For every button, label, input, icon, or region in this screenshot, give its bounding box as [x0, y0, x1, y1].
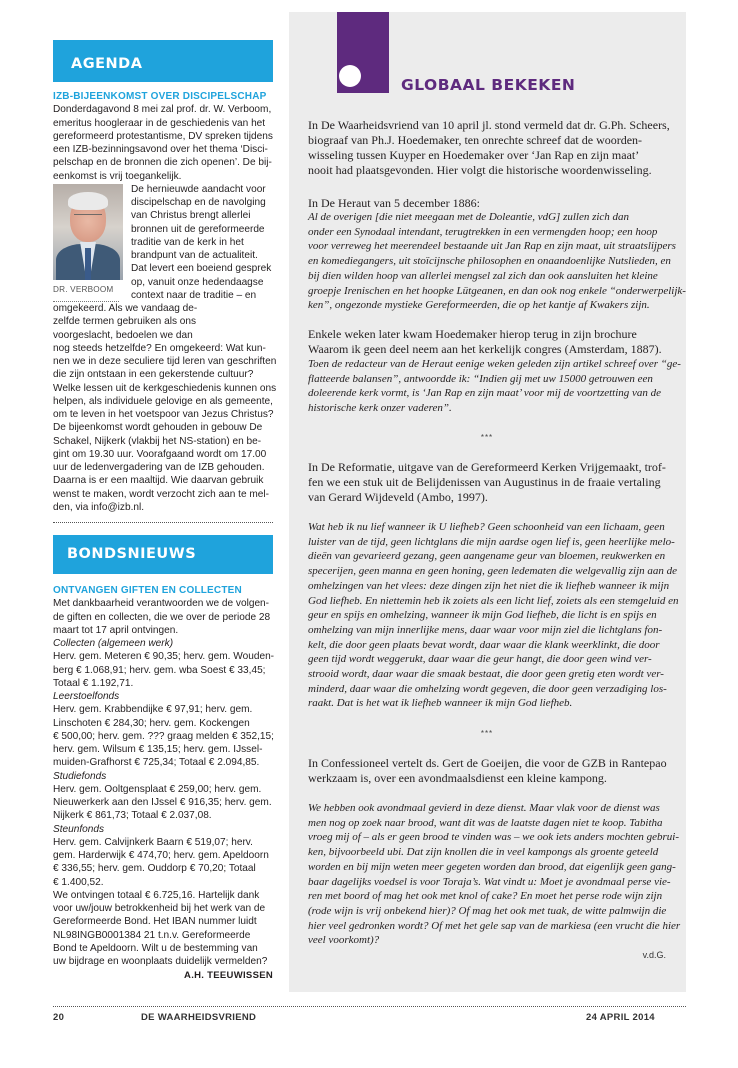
fund-label: Leerstoelfonds	[53, 691, 120, 702]
globaal-quote-2	[308, 357, 681, 416]
text-line: (rode wijn is vrij onbekend hier)? Of mag het ook met tuak, de witte palmwijn die	[308, 904, 667, 917]
text-line: Nijkerk € 861,73; Totaal € 2.037,08.	[53, 810, 212, 822]
text-line: ken”, ongezonde mystieke Gereformeerden, die op het kantje af Kwakers zijn.	[308, 299, 650, 312]
text-line: discipelschap en de navolging	[131, 197, 266, 208]
text-line: strooid wordt, daar waar die smaak bestaat, die door geen gretig eten wordt ver-	[308, 668, 664, 681]
bondsnieuws-text	[53, 597, 273, 968]
text-line: Bond te Apeldoorn. Wilt u de bestemming van	[53, 942, 258, 954]
footer-divider	[53, 1006, 686, 1007]
text-line: den, via info@izb.nl.	[53, 501, 145, 513]
text-line: geur en spijs en omhelzing, wanneer ik mijn God liefheb, die licht is en spijs en	[308, 609, 657, 622]
verboom-photo	[53, 184, 123, 280]
text-line: en komediegangers, uit stoïcijnsche philosophen en onaandoenlijke Nutslieden, en	[308, 255, 671, 268]
bondsnieuws-banner	[53, 535, 273, 574]
text-line: eenkomst is vrij toegankelijk.	[53, 170, 182, 182]
text-line: Herv. gem. Ooltgensplaat € 259,00; herv. gem.	[53, 783, 262, 795]
text-line: Gereformeerde Bond. Het IBAN nummer luidt	[53, 916, 257, 928]
text-line: gint om 19.30 uur. Voorafgaand wordt om 17.00	[53, 448, 267, 460]
text-line: baar dagelijks voedsel is voor Toraja’s. Wat vindt u: Moet je avondmaal perse vie-	[308, 875, 671, 888]
text-line: luister van de tijd, geen lichtglans die mijn aardse ogen lief is, geen heerlijke melo-	[308, 535, 675, 548]
globaal-quote-4	[308, 801, 681, 948]
text-line: omhelzingen van het vlees: deze dingen zijn het niet die ik liefheb wanneer ik mijn	[308, 579, 670, 592]
text-line: brandpunt van de actualiteit.	[131, 250, 258, 261]
text-line: nog steeds hetzelfde? En omgekeerd: Wat kun-	[53, 342, 266, 354]
text-line: Toen de redacteur van de Heraut eenige weken geleden zijn artikel schreef over “ge-	[308, 358, 681, 370]
text-line: doleerende kerk vormt, is ‘Jan Rap en zijn maat’ voor mij de voortzetting van de	[308, 387, 662, 400]
text-line: gereformeerd protestantisme, DV spreken tijdens	[53, 130, 273, 142]
bondsnieuws-signature: A.H. TEEUWISSEN	[184, 970, 273, 982]
text-line: In De Waarheidsvriend van 10 april jl. stond vermeld dat dr. G.Ph. Scheers,	[308, 118, 670, 132]
globaal-signature: v.d.G.	[642, 950, 666, 960]
text-line: Herv. gem. Meteren € 90,35; herv. gem. Wouden-	[53, 651, 275, 663]
text-line: uur de ledenvergadering van de IZB gehouden.	[53, 462, 265, 473]
text-line: omgekeerd. Als we vandaag de-	[53, 303, 198, 314]
text-line: voorgeslacht, bedoelen we dan	[53, 329, 193, 341]
text-line: helpen, als individuele gelovige en als gemeente,	[53, 395, 273, 407]
text-line: Welke lessen uit de kerkgeschiedenis kunnen ons	[53, 382, 277, 394]
text-line: Herv. gem. Krabbendijke € 97,91; herv. gem.	[53, 704, 253, 716]
fund-label: Studiefonds	[53, 770, 107, 782]
fund-label: Collecten (algemeen werk)	[53, 638, 174, 649]
text-line: God liefheb. En niettemin heb ik zoiets als een licht lief, zoiets als een stemgeluid en	[308, 594, 679, 607]
text-line: nooit had plaatsgevonden. Hier volgt die historische woordenwisseling.	[308, 163, 652, 177]
globaal-title: GLOBAAL BEKEKEN	[401, 76, 576, 94]
text-line: flatteerde balansen”, antwoordde ik: “Indien gij met uw 15000 getrouwen een	[308, 372, 653, 385]
text-line: Daarna is er een maaltijd. Wie daarvan gebruik	[53, 475, 264, 487]
agenda-divider	[53, 522, 273, 523]
text-line: nen we in deze seculiere tijd leren van geschriften	[53, 356, 277, 367]
left-column	[53, 40, 277, 983]
text-line: die zijn ontstaan in een gekerstende cultuur?	[53, 369, 254, 381]
text-line: kelt, die door geen plaats bevat wordt, daar waar die klank weerklinkt, die door	[308, 638, 660, 651]
text-line: wenst te maken, wordt verzocht zich aan te mel-	[53, 488, 269, 500]
text-line: € 1.400,52.	[53, 876, 104, 888]
text-line: Waarom ik geen deel neem aan het kerkelijk congres (Amsterdam, 1887).	[308, 342, 662, 356]
text-line: fen we een stuk uit de Belijdenissen van Augustinus in de fraaie vertaling	[308, 475, 661, 489]
text-line: De bijeenkomst wordt gehouden in gebouw De	[53, 422, 263, 434]
text-line: Schakel, Nijkerk (vlakbij het NS-station) en be-	[53, 435, 262, 447]
text-line: In Confessioneel vertelt ds. Gert de Goeijen, die voor de GZB in Rantepao	[308, 756, 667, 770]
text-line: raakt. Dat is het wat ik liefheb wanneer ik mijn God liefheb.	[308, 697, 573, 710]
photo-wrap	[53, 184, 127, 302]
purple-logo-block	[337, 12, 389, 93]
text-line: context naar de traditie – en	[131, 289, 257, 301]
text-line: om te leven in het voetspoor van Jezus Christus?	[53, 409, 274, 420]
separator-2: ***	[480, 729, 494, 738]
text-line: historische kerk onzer vaderen”.	[308, 402, 452, 415]
text-line: zelfde termen gebruiken als ons	[53, 316, 197, 328]
text-line: bronnen uit de gereformeerde	[131, 223, 265, 235]
text-line: minderd, daar waar die omhelzing wordt gegeven, die door geen verzadiging los-	[308, 682, 667, 695]
text-line: wisseling tussen Kuyper en Hoedemaker over ‘Jan Rap en zijn maat’	[308, 148, 640, 162]
text-line: vroeg mij of – als er geen brood te vinden was – we ook iets anders mochten gebrui-	[308, 831, 679, 844]
text-line: specerijen, geen manna en geen honing, geen ledematen die welgevallig zijn aan de	[308, 565, 678, 578]
text-line: een IZB-bezinningsavond over het thema ‘Disci-	[53, 144, 268, 155]
text-line: Al de overigen [die niet meegaan met de Doleantie, vdG] zullen zich dan	[308, 211, 630, 223]
text-line: berg € 1.068,91; herv. gem. wba Soest € 33,45;	[53, 664, 266, 676]
text-line: Wat heb ik nu lief wanneer ik U liefheb? Geen schoonheid van een lichaam, geen	[308, 521, 665, 533]
text-line: bij dien wilden hoop van allerlei mengsel zal zich dan ook aansluiten het kleine	[308, 269, 658, 282]
agenda-text-rest	[53, 342, 277, 514]
text-line: maart tot 17 april ontvingen.	[53, 624, 179, 636]
text-line: werkzaam is, over een avondmaalsdienst een kleine kampong.	[308, 771, 607, 785]
text-line: Nieuwerkerk aan den IJssel € 916,35; herv. gem.	[53, 797, 272, 808]
globaal-quote-3	[308, 520, 679, 711]
text-line: In De Reformatie, uitgave van de Gereformeerd Kerken Vrijgemaakt, trof-	[308, 460, 666, 474]
text-line: ken, bijvoorbeeld ubi. Dat zijn knollen die in veel kampongs als groente geteeld	[308, 846, 659, 859]
globaal-paragraph-4	[308, 460, 666, 505]
text-line: pelschap en de bronnen die zich openen’. De bij-	[53, 157, 272, 169]
text-line: onder een Synodaal intendant, terugtrekken in een vermengden hoop; een hoop	[308, 225, 658, 238]
globaal-paragraph-1	[308, 118, 670, 178]
text-line: NL98INGB0001384 21 t.n.v. Gereformeerde	[53, 929, 251, 941]
globaal-paragraph-5	[308, 756, 666, 786]
text-line: voor verreweg het meerendeel bestaande uit Jan Rap en zijn maat, uit straatslijpers	[308, 240, 676, 253]
text-line: Totaal € 1.192,71.	[53, 677, 134, 689]
text-line: Enkele weken later kwam Hoedemaker hierop terug in zijn brochure	[308, 327, 637, 341]
photo-caption: DR. VERBOOM	[53, 283, 119, 302]
globaal-quote-1	[308, 210, 686, 313]
text-line: Met dankbaarheid verantwoorden we de volgen-	[53, 598, 270, 610]
issue-date: 24 APRIL 2014	[586, 1012, 655, 1023]
agenda-text-top	[53, 103, 273, 183]
agenda-banner-label: AGENDA	[71, 56, 143, 72]
bondsnieuws-banner-label: BONDSNIEUWS	[67, 546, 197, 562]
agenda-heading: IZB-BIJEENKOMST OVER DISCIPELSCHAP	[53, 91, 267, 102]
text-line: dieën van gevarieerd gezang, geen aangename geur van bloemen, reukwerken en	[308, 550, 666, 563]
agenda-banner	[53, 40, 273, 82]
magazine-name: DE WAARHEIDSVRIEND	[141, 1012, 257, 1023]
agenda-photo-block	[53, 183, 273, 342]
text-line: We ontvingen totaal € 6.725,16. Hartelijk dank	[53, 889, 260, 901]
fund-label: Steunfonds	[53, 823, 105, 835]
text-line: geen tijd wordt weggerukt, daar waar die geur hangt, die door geen wind ver-	[308, 653, 652, 666]
text-line: worden en bij mijn weten meer gegeten worden dan brood, dat eigenlijk geen gang-	[308, 860, 676, 873]
text-line: men nog op zoek naar brood, want dit was de laatste dagen niet te koop. Tabitha	[308, 816, 663, 829]
text-line: emeritus hoogleraar in de geschiedenis van het	[53, 117, 266, 129]
text-line: traditie van de kerk in het	[131, 236, 244, 248]
text-line: uw bijdrage en woonplaats duidelijk vermelden?	[53, 956, 268, 967]
text-line: € 500,00; herv. gem. ??? graag melden € 352,15;	[53, 730, 274, 742]
text-line: ren met boord of mag het ook met knol of cake? En moet het perse rode wijn zijn	[308, 890, 663, 903]
separator-1: ***	[480, 433, 494, 442]
text-line: Linschoten € 284,30; herv. gem. Kockengen	[53, 717, 250, 729]
text-line: groepje Irenischen en het hoopke Lütgeanen, en dan ook nog enkele “onderwerpelijk-	[308, 284, 686, 297]
text-line: van Christus brengt allerlei	[131, 210, 251, 222]
page-number: 20	[53, 1012, 65, 1023]
text-line: biograaf van Ph.J. Hoedemaker, ten onrechte schreef dat de woorden-	[308, 133, 643, 147]
bondsnieuws-heading: ONTVANGEN GIFTEN EN COLLECTEN	[53, 585, 242, 596]
circle-icon	[339, 65, 361, 87]
text-line: We hebben ook avondmaal gevierd in deze dienst. Maar vlak voor de dienst was	[308, 802, 660, 814]
text-line: Donderdagavond 8 mei zal prof. dr. W. Verboom,	[53, 104, 272, 116]
text-line: De hernieuwde aandacht voor	[131, 183, 266, 195]
text-line: herv. gem. Wilsum € 135,15; herv. gem. IJssel-	[53, 744, 263, 755]
text-line: voor uw/jouw betrokkenheid bij het werk van de	[53, 903, 266, 914]
text-line: Dat levert een boeiend gesprek	[131, 263, 272, 275]
text-line: gem. Harderwijk € 474,70; herv. gem. Apeldoorn	[53, 850, 269, 861]
text-line: muiden-Grafhorst € 725,34; Totaal € 2.094,85.	[53, 757, 260, 769]
text-line: veel voorkomt)?	[308, 934, 380, 947]
text-line: op, vanuit onze hedendaagse	[131, 276, 264, 288]
text-line: van Gerard Wijdeveld (Ambo, 1997).	[308, 490, 488, 504]
globaal-paragraph-3	[308, 327, 666, 357]
text-line: omhelzing van mijn innerlijke mens, daar waar voor mijn ziel die lichtglans fon-	[308, 623, 663, 636]
text-line: Herv. gem. Calvijnkerk Baarn € 519,07; herv.	[53, 836, 253, 848]
text-line: hier veel gedronken wordt? Of met het gele sap van de markiesa (een vrucht die hier	[308, 919, 681, 932]
text-line: € 336,55; herv. gem. Ouddorp € 70,20; Totaal	[53, 863, 256, 875]
globaal-paragraph-2-intro: In De Heraut van 5 december 1886:	[308, 196, 480, 210]
text-line: de giften en collecten, die we over de periode 28	[53, 611, 271, 623]
